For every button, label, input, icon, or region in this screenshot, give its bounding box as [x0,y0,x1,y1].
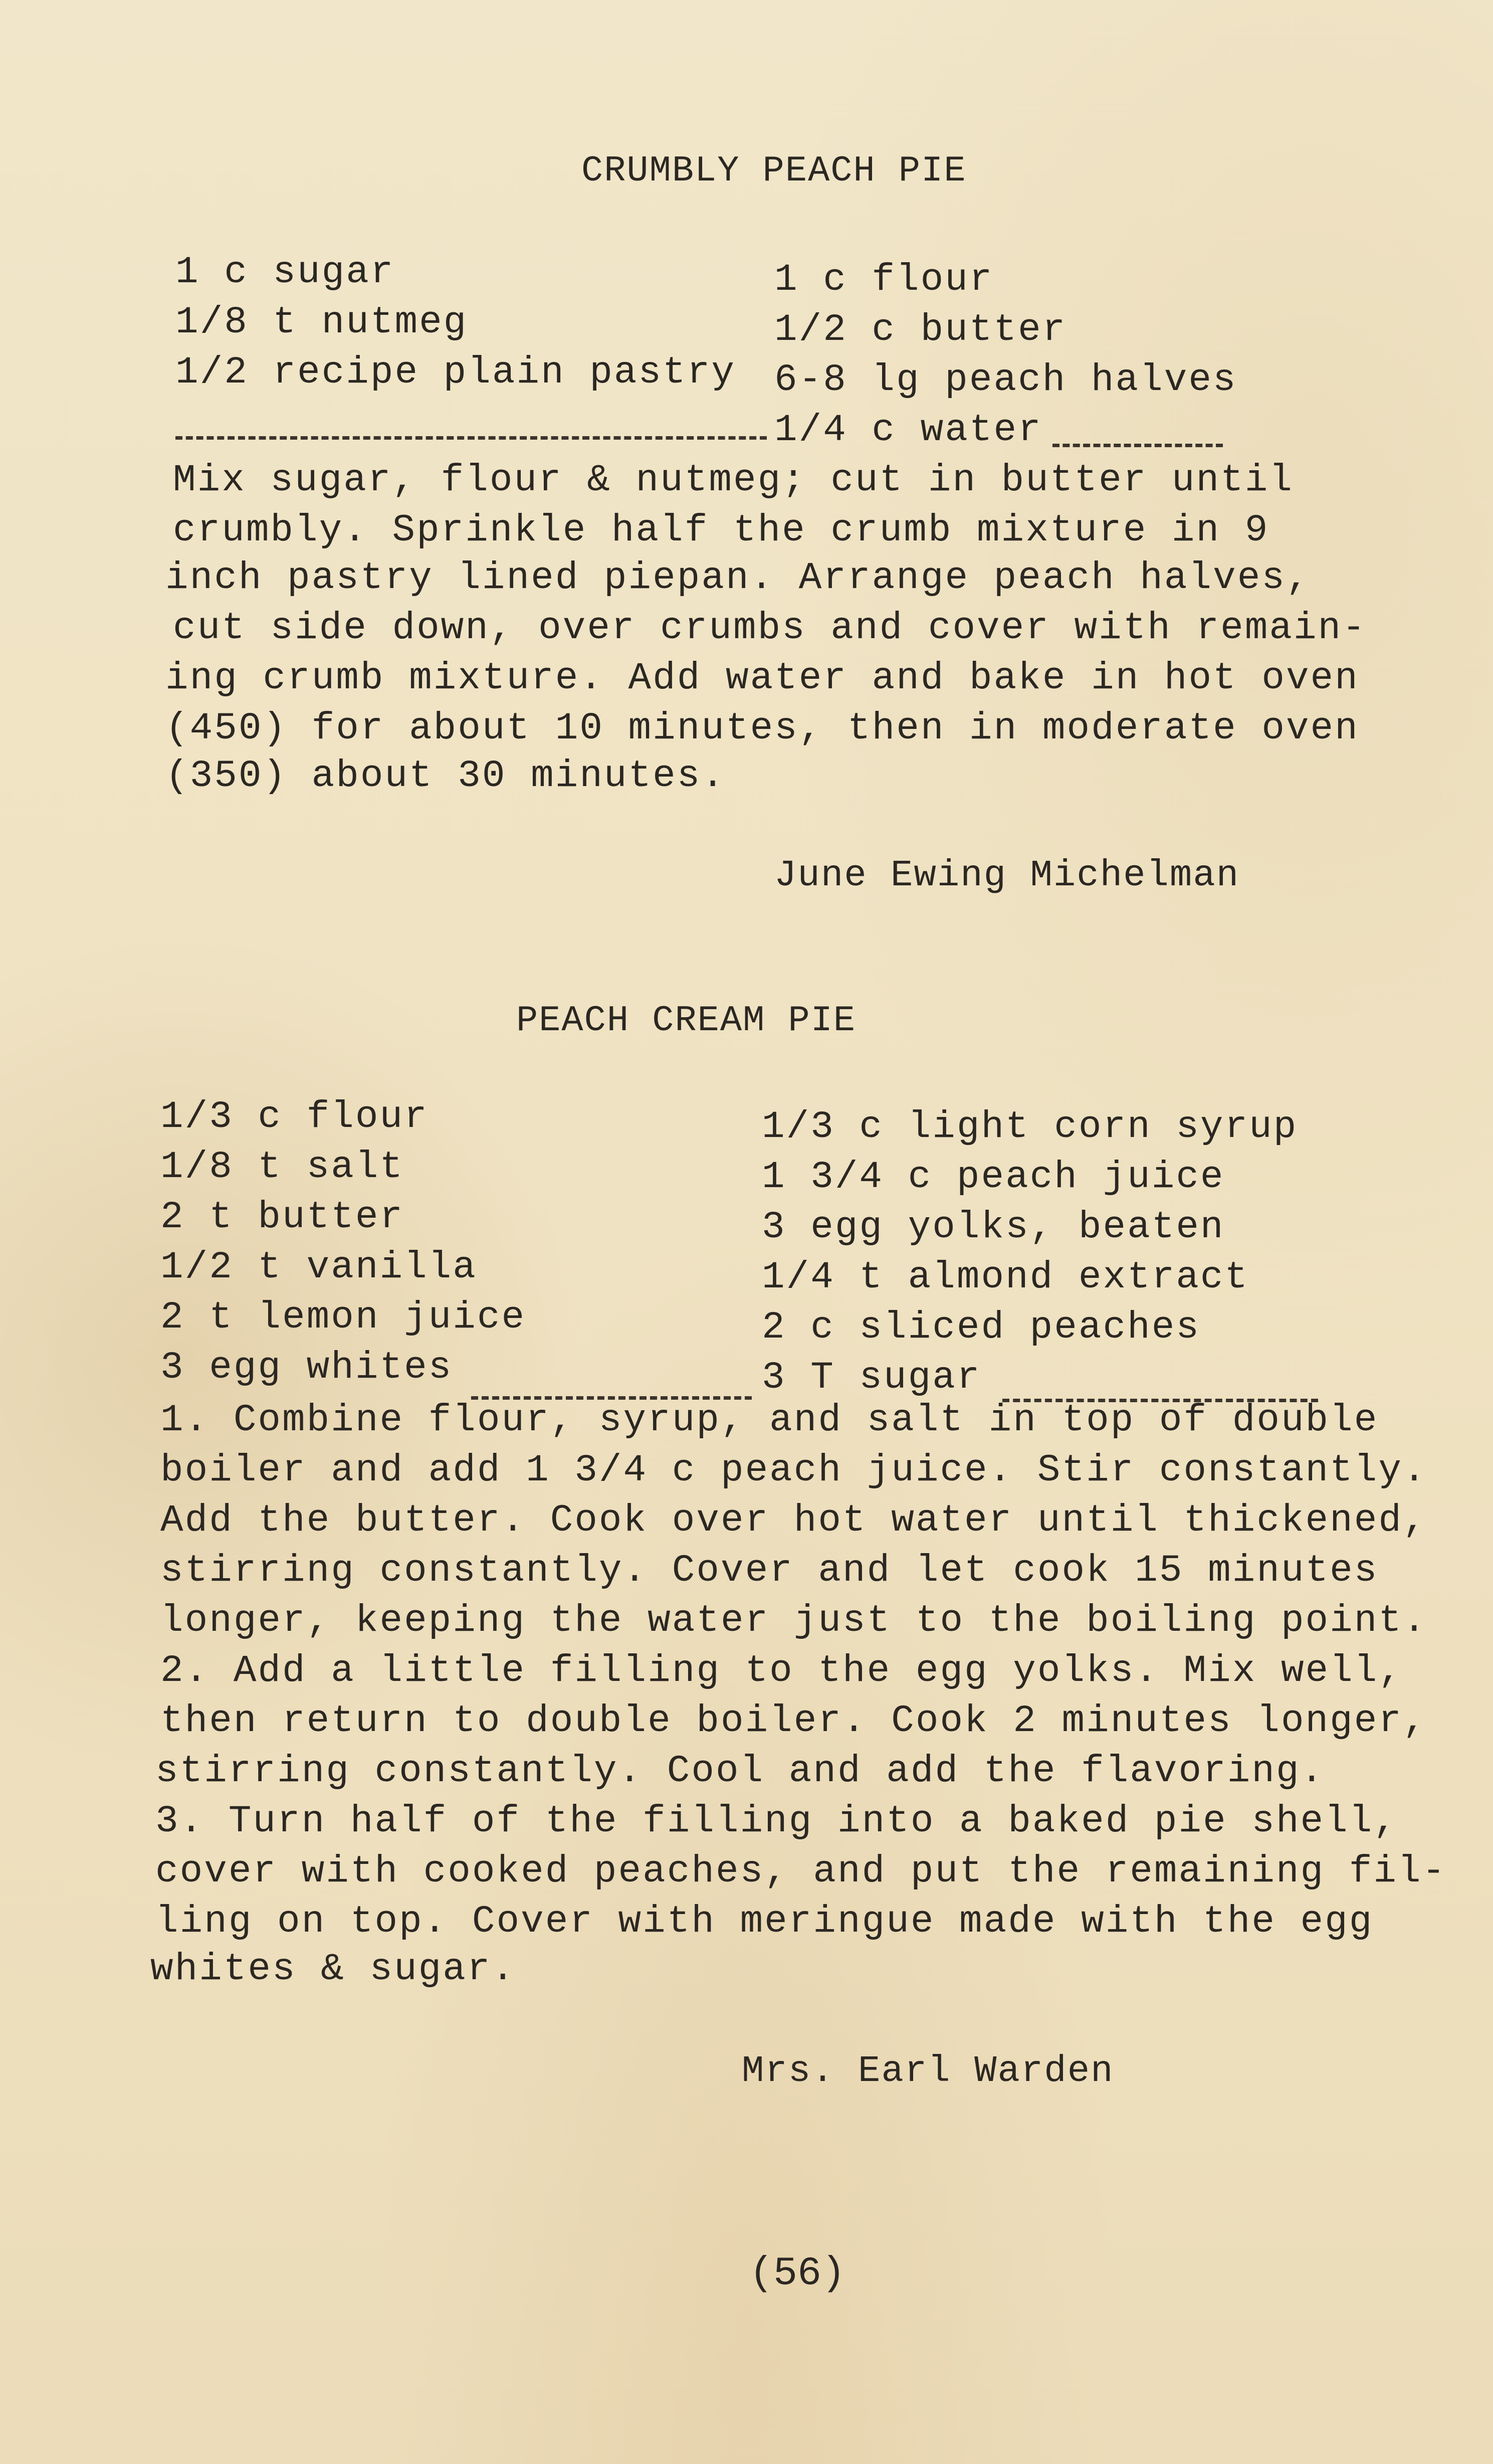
ingredient-left: 1/2 recipe plain pastry [175,351,736,394]
ingredient-left: 1/8 t salt [160,1146,404,1189]
ingredient-left: 3 egg whites [160,1346,453,1389]
ingredient-right: 1 c flour [774,258,994,301]
ingredient-left: 2 t butter [160,1196,404,1239]
direction-line: ing crumb mixture. Add water and bake in hot oven [165,657,1359,700]
direction-line: cut side down, over crumbs and cover with remain- [173,607,1367,650]
direction-line: ling on top. Cover with meringue made with the egg [155,1900,1374,1943]
recipe-author: June Ewing Michelman [774,855,1240,897]
direction-line: whites & sugar. [150,1948,516,1991]
ingredient-left: 1 c sugar [175,251,395,294]
direction-line: Add the butter. Cook over hot water until thickened, [160,1499,1427,1542]
recipe-title: CRUMBLY PEACH PIE [581,150,967,192]
ingredient-left: 2 t lemon juice [160,1296,526,1339]
separator-dashes [1052,444,1223,447]
page-number: (56) [749,2251,846,2297]
direction-line: (450) for about 10 minutes, then in moderate oven [165,707,1359,750]
direction-line: crumbly. Sprinkle half the crumb mixture in 9 [173,509,1269,552]
direction-line: inch pastry lined piepan. Arrange peach halves, [165,556,1311,600]
ingredient-right: 1/4 c water [774,409,1042,452]
ingredient-right: 6-8 lg peach halves [774,358,1237,402]
direction-line: Mix sugar, flour & nutmeg; cut in butter until [173,459,1294,502]
direction-line: longer, keeping the water just to the boiling point. [160,1599,1427,1642]
recipe-title: PEACH CREAM PIE [516,1000,857,1041]
ingredient-right: 1/3 c light corn syrup [762,1105,1298,1149]
direction-line: 2. Add a little filling to the egg yolks. Mix well, [160,1649,1403,1692]
ingredient-left: 1/8 t nutmeg [175,301,468,344]
ingredient-right: 1/2 c butter [774,308,1067,351]
direction-line: (350) about 30 minutes. [165,754,726,798]
ingredient-left: 1/3 c flour [160,1095,429,1139]
recipe-author: Mrs. Earl Warden [742,2050,1114,2093]
direction-line: then return to double boiler. Cook 2 minutes longer, [160,1699,1427,1743]
direction-line: 1. Combine flour, syrup, and salt in top of double [160,1399,1379,1442]
separator-dashes [175,436,767,440]
ingredient-right: 1 3/4 c peach juice [762,1156,1225,1199]
direction-line: boiler and add 1 3/4 c peach juice. Stir constantly. [160,1449,1427,1492]
direction-line: stirring constantly. Cover and let cook 15 minutes [160,1549,1379,1592]
direction-line: cover with cooked peaches, and put the remaining fil- [155,1850,1447,1893]
direction-line: stirring constantly. Cool and add the flavoring. [155,1750,1325,1793]
ingredient-left: 1/2 t vanilla [160,1246,477,1289]
direction-line: 3. Turn half of the filling into a baked pie shell, [155,1800,1398,1843]
ingredient-right: 1/4 t almond extract [762,1256,1249,1299]
ingredient-right: 2 c sliced peaches [762,1306,1200,1349]
ingredient-right: 3 T sugar [762,1356,981,1399]
ingredient-right: 3 egg yolks, beaten [762,1206,1225,1249]
